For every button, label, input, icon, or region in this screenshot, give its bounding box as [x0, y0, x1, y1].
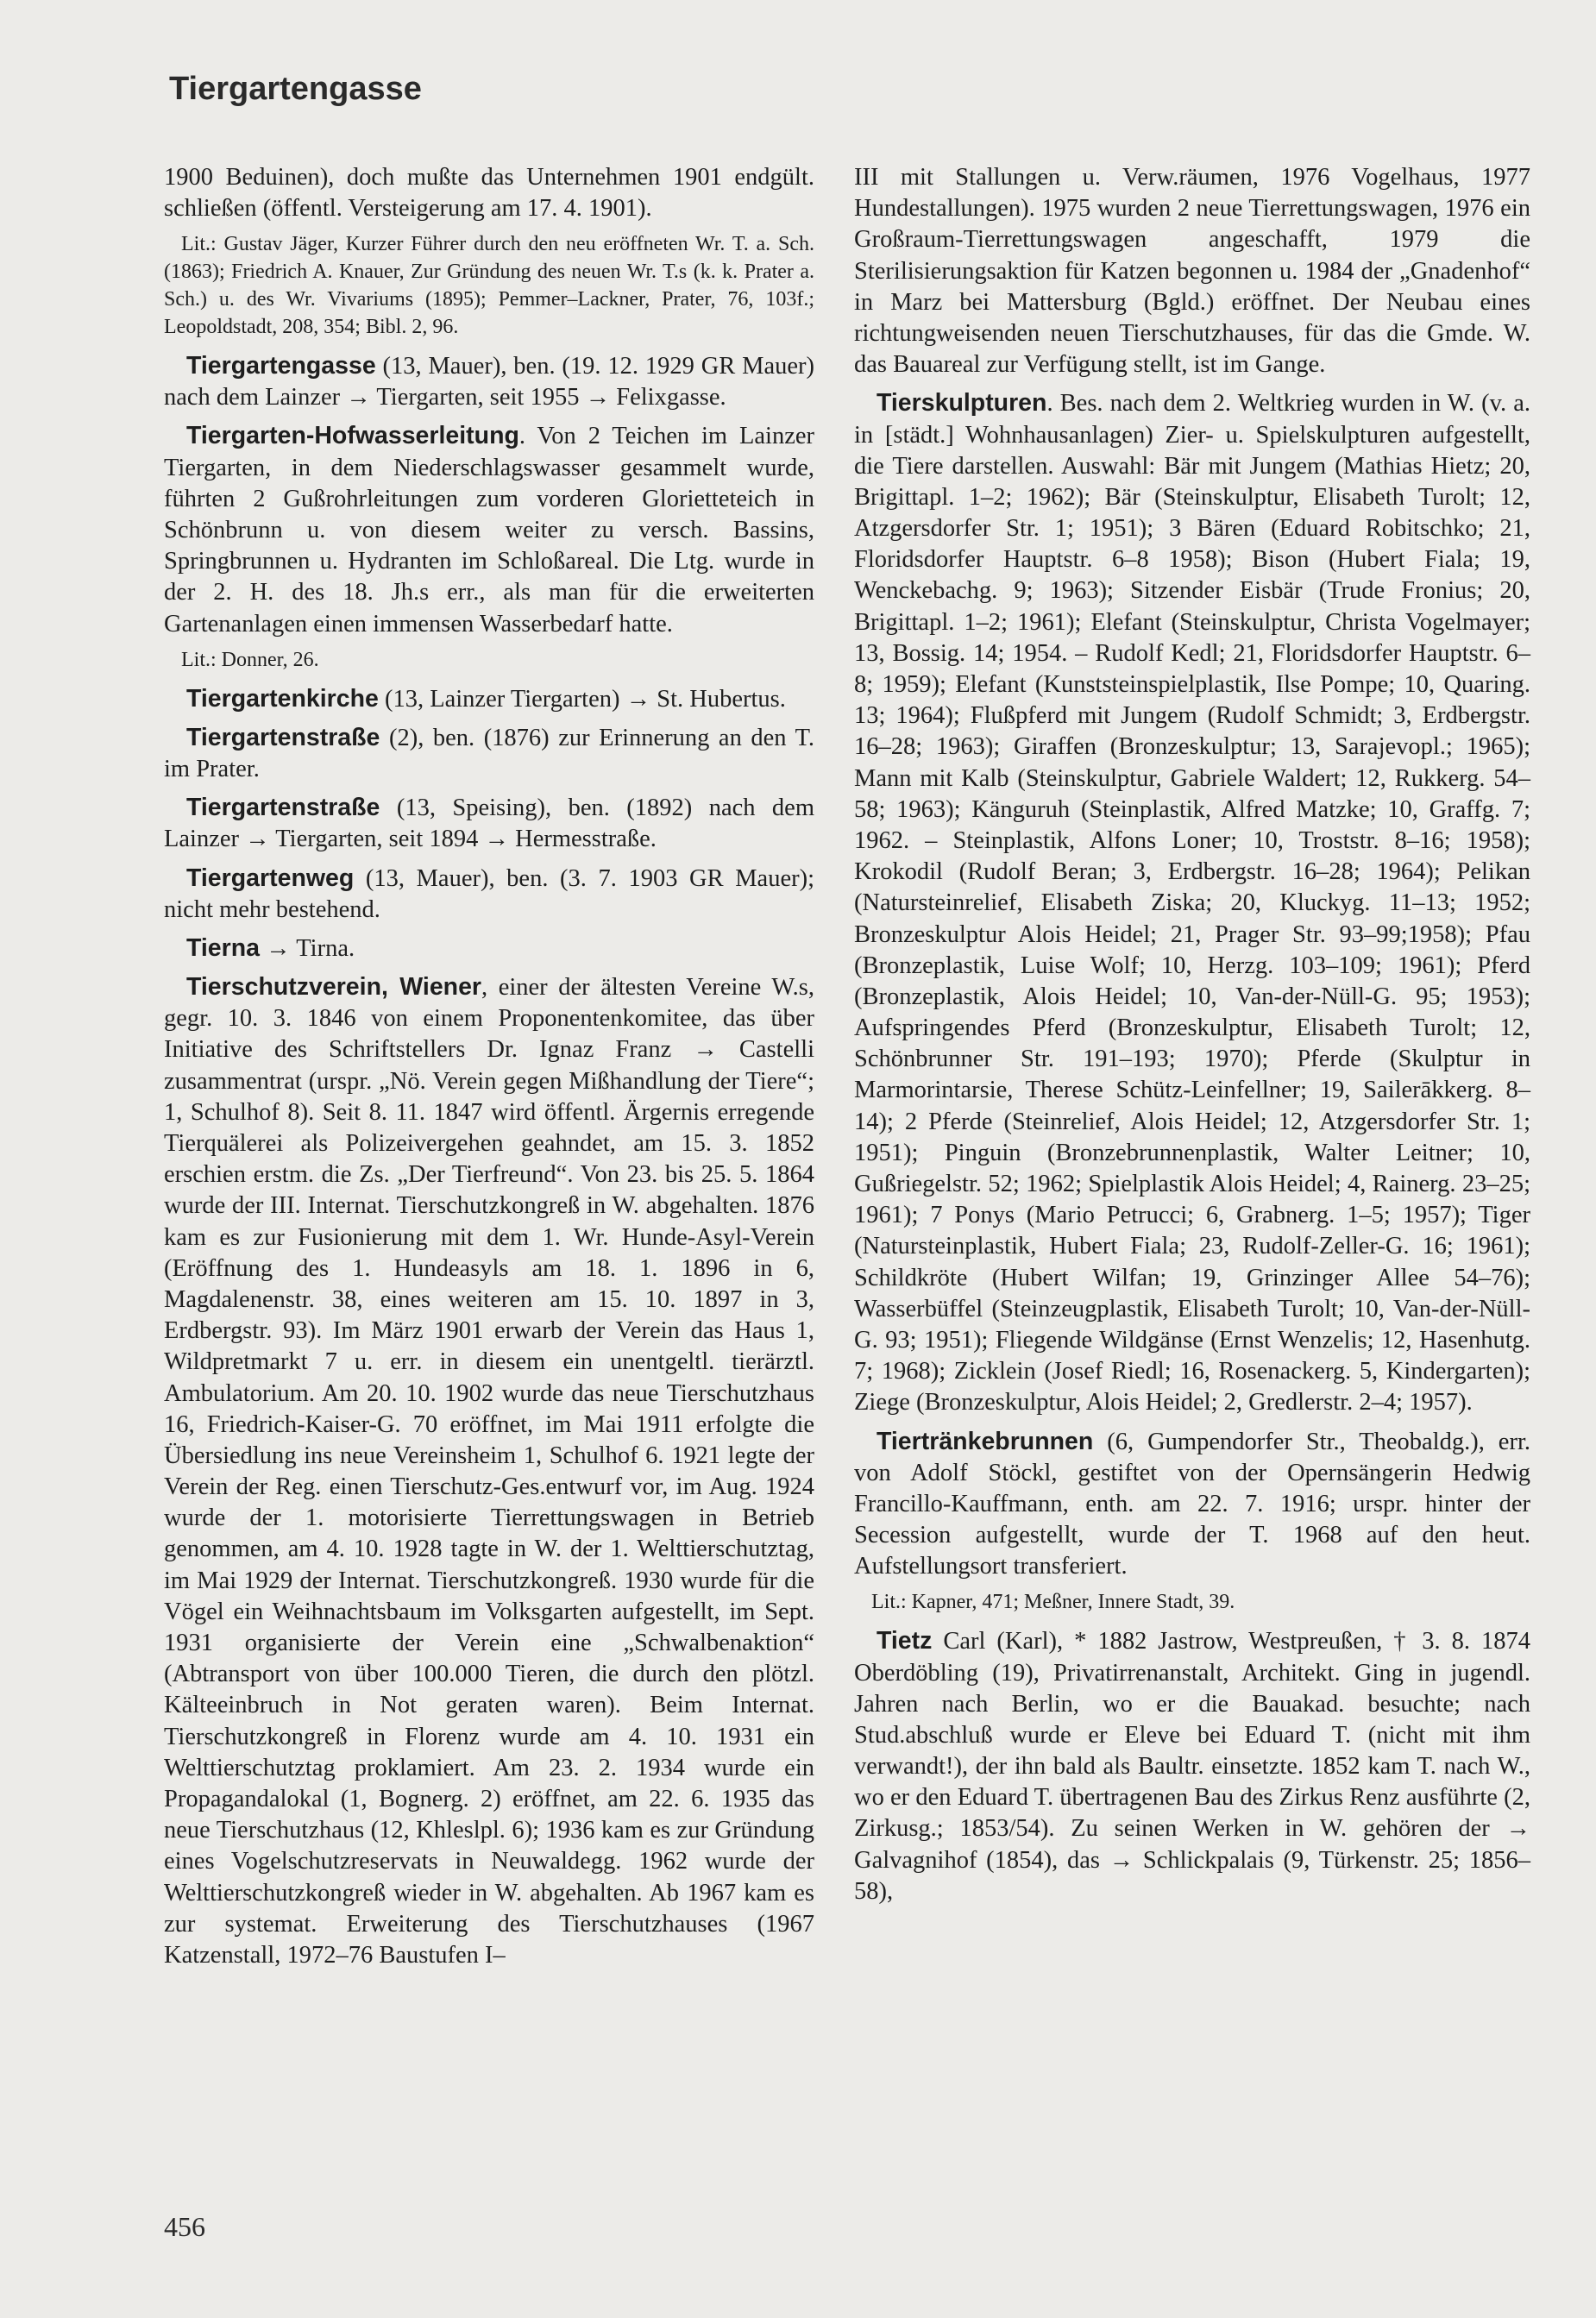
running-head: Tiergartengasse: [169, 71, 422, 107]
entry-tierna: [164, 933, 814, 964]
entry-tiertraenkebrunnen: [854, 1426, 1530, 1583]
headword: Tierschutzverein, Wiener: [186, 973, 482, 1002]
literature-note: Lit.: Kapner, 471; Meßner, Innere Stadt, 39.: [871, 1591, 1235, 1614]
entry-tiergartenkirche: [164, 683, 814, 715]
literature-note: Lit.: Donner, 26.: [181, 648, 319, 671]
headword: Tiergartenstraße: [186, 794, 380, 822]
headword: Tiergartenkirche: [186, 684, 379, 713]
headword: Tiergartenstraße: [186, 723, 380, 751]
entry-text: . Bes. nach dem 2. Weltkrieg wurden in W. (v. a. in [städt.] Wohnhausanlagen) Zier- u. Spielskulpturen aufgestellt, die Tiere darstellen. Auswahl: Bär mit Jungem (Mathias Hietz; 20, Brigittapl. 1–2; 1962); Bär (Steinskulptur, Elisabeth Turolt; 12, Atzgersdorfer Str. 1; 1951); 3 Bären (Eduard Robitschko; 21, Floridsdorfer Hauptstr. 6–8 1958); Bison (Hubert Fiala; 19, Wenckebachg. 9; 1963); Sitzender Eisbär (Trude Fronius; 20, Brigittapl. 1–2; 1961); Elefant (Steinskulptur, Christa Vogelmayer; 13, Bossig. 14; 1954. – Rudolf Kedl; 21, Floridsdorfer Hauptstr. 6–8; 1959); Elefant (Kunststeinspielplastik, Ilse Pompe; 10, Quaring. 13; 1964); Flußpferd mit Jungem (Rudolf Schmidt; 3, Erdbergstr. 16–28; 1963); Giraffen (Bronzeskulptur; 13, Sarajevopl.; 1965); Mann mit Kalb (Steinskulptur, Gabriele Waldert; 12, Rukkerg. 54–58; 1963); Känguruh (Steinplastik, Alfred Matzke; 10, Graffg. 7; 1962. – Steinplastik, Alfons Loner; 10, Troststr. 8–16; 1958); Krokodil (Rudolf Beran; 3, Erdbergstr. 16–28; 1964); Pelikan (Natursteinrelief, Elisabeth Ziska; 20, Kluckyg. 11–13; 1952; Bronzeskulptur Alois Heidel; 21, Prager Str. 93–99;1958); Pfau (Bronzeplastik, Luise Wolf; 10, Herzg. 103–109; 1961); Pferd (Bronzeplastik, Alois Heidel; 10, Van-der-Nüll-G. 95; 1953); Aufspringendes Pferd (Bronzeskulptur, Elisabeth Turolt; 12, Schönbrunner Str. 191–193; 1970); Pferde (Skulptur in Marmorintarsie, Therese Schütz-Leinfellner; 19, Sailerākkerg. 8–14); 2 Pferde (Steinrelief, Alois Heidel; 12, Atzgersdorfer Str. 1; 1951); Pinguin (Bronzebrunnenplastik, Walter Leitner; 10, Gußriegelstr. 52; 1962; Spielplastik Alois Heidel; 4, Rainerg. 23–25; 1961); 7 Ponys (Mario Petrucci; 6, Grabnerg. 1–5; 1957); Tiger (Natursteinplastik, Hubert Fiala; 23, Rudolf-Zeller-G. 16; 1961); Schildkröte (Hubert Wilfan; 19, Grinzinger Allee 54–76); Wasserbüffel (Steinzeugplastik, Elisabeth Turolt; 10, Van-der-Nüll-G. 93; 1951); Fliegende Wildgänse (Ernst Wenzelis; 12, Hasenhutg. 7; 1968); Zicklein (Josef Riedl; 16, Rosenackerg. 5, Kindergarten); Ziege (Bronzeskulptur, Alois Heidel; 2, Gredlerstr. 2–4; 1957).: [854, 390, 1530, 1417]
paragraph-continuation: 1900 Beduinen), doch mußte das Unternehmen 1901 endgült. schließen (öffentl. Versteigerung am 17. 4. 1901).: [164, 164, 814, 223]
entry-tierskulpturen: [854, 387, 1530, 1418]
entry-text: Carl (Karl), * 1882 Jastrow, Westpreußen, † 3. 8. 1874 Oberdöbling (19), Privatirrenanstalt, Architekt. Ging in jugendl. Jahren nach Berlin, wo er die Bauakad. besuchte; nach Stud.abschluß wurde er Eleve bei Eduard T. (nicht mit ihm verwandt!), der ihn bald als Baultr. einsetzte. 1852 kam T. nach W., wo er den Eduard T. übertragenen Bau des Zirkus Renz ausführte (2, Zirkusg.; 1853/54). Zu seinen Werken in W. gehören der → Galvagnihof (1854), das → Schlickpalais (9, Türkenstr. 25; 1856–58),: [854, 1628, 1530, 1905]
entry-text: (13, Lainzer Tiergarten) → St. Hubertus.: [378, 685, 786, 713]
headword: Tiergarten-Hofwasserleitung: [186, 422, 519, 450]
page-number: 456: [164, 2211, 205, 2242]
paragraph-continuation: III mit Stallungen u. Verw.räumen, 1976 Vogelhaus, 1977 Hundestallungen). 1975 wurden 2 neue Tierrettungswagen, 1976 ein Großraum-Tierrettungswagen angeschafft, 1979 die Sterilisierungsaktion für Katzen begonnen u. 1984 der „Gnadenhof“ in Marz bei Mattersburg (Bgld.) eröffnet. Der Neubau eines richtungweisenden neuen Tierschutzhauses, für das die Gmde. W. das Bauareal zur Verfügung stellt, ist im Gange.: [854, 164, 1530, 379]
entry-tiergartenstrasse-13: [164, 792, 814, 855]
entry-text: (6, Gumpendorfer Str., Theobaldg.), err. von Adolf Stöckl, gestiftet von der Opernsängerin Hedwig Francillo-Kauffmann, enth. am 22. 7. 1916; urspr. hinter der Secession aufgestellt, wurde der T. 1968 auf den heut. Aufstellungsort transferiert.: [854, 1428, 1530, 1580]
entry-text: (2), ben. (1876) zur Erinnerung an den T. im Prater.: [164, 724, 814, 782]
entry-tietz: [854, 1625, 1530, 1907]
headword: Tierskulpturen: [877, 389, 1047, 418]
literature-note: Lit.: Gustav Jäger, Kurzer Führer durch den neu eröffneten Wr. T. a. Sch. (1863); Friedrich A. Knauer, Zur Gründung des neuen Wr. T.s (k. k. Prater a. Sch.) u. des Wr. Vivariums (1895); Pemmer–Lackner, Prater, 76, 103f.; Leopoldstadt, 208, 354; Bibl. 2, 96.: [164, 233, 814, 339]
headword: Tiergartenweg: [186, 864, 355, 892]
entry-text: → Tirna.: [260, 934, 355, 962]
entry-text: (13, Mauer), ben. (3. 7. 1903 GR Mauer); nicht mehr bestehend.: [164, 864, 814, 923]
entry-text: (13, Speising), ben. (1892) nach dem Lainzer → Tiergarten, seit 1894 → Hermesstraße.: [164, 795, 814, 853]
headword: Tiergartengasse: [186, 352, 376, 380]
entry-text: (13, Mauer), ben. (19. 12. 1929 GR Mauer) nach dem Lainzer → Tiergarten, seit 1955 → Felixgasse.: [164, 353, 814, 411]
headword: Tietz: [877, 1627, 933, 1655]
entry-text: , einer der ältesten Vereine W.s, gegr. 10. 3. 1846 von einem Proponentenkomitee, das über Initiative des Schriftstellers Dr. Ignaz Franz → Castelli zusammentrat (urspr. „Nö. Verein gegen Mißhandlung der Tiere“; 1, Schulhof 8). Seit 8. 11. 1847 wird öffentl. Ärgernis erregende Tierquälerei als Polizeivergehen geahndet, am 15. 3. 1852 erschien erstm. die Zs. „Der Tierfreund“. Von 23. bis 25. 5. 1864 wurde der III. Internat. Tierschutzkongreß in W. abgehalten. 1876 kam es zur Fusionierung mit dem 1. Wr. Hunde-Asyl-Verein (Eröffnung des 1. Hundeasyls am 18. 1. 1896 in 6, Magdalenenstr. 38, eines weiteren am 15. 10. 1897 in 3, Erdbergstr. 93). Im März 1901 erwarb der Verein das Haus 1, Wildpretmarkt 7 u. err. in diesem ein unentgeltl. tierärztl. Ambulatorium. Am 20. 10. 1902 wurde das neue Tierschutzhaus 16, Friedrich-Kaiser-G. 70 eröffnet, im Mai 1911 erfolgte die Übersiedlung ins neue Vereinsheim 1, Schulhof 6. 1921 legte der Verein der Reg. einen Tierschutz-Ges.entwurf vor, im Aug. 1924 wurde der 1. motorisierte Tierrettungswagen in Betrieb genommen, am 4. 10. 1928 tagte in W. der 1. Welttierschutztag, im Mai 1929 der Internat. Tierschutzkongreß. 1930 wurde für die Vögel ein Weihnachtsbaum im Volksgarten aufgestellt, im Sept. 1931 organisierte der Verein eine „Schwalbenaktion“ (Abtransport von über 100.000 Tieren, die durch den plötzl. Kälteeinbruch in Not geraten waren). Beim Internat. Tierschutzkongreß in Florenz wurde am 4. 10. 1931 ein Welttierschutztag proklamiert. Am 23. 2. 1934 wurde ein Propagandalokal (1, Bognerg. 2) eröffnet, am 22. 6. 1935 das neue Tierschutzhaus (12, Khleslpl. 6); 1936 kam es zur Gründung eines Vogelschutzreservats in Neuwaldegg. 1962 wurde der Welttierschutzkongreß wieder in W. abgehalten. Ab 1967 kam es zur systemat. Erweiterung des Tierschutzhauses (1967 Katzenstall, 1972–76 Baustufen I–: [164, 974, 814, 1969]
left-column: [164, 162, 814, 1978]
entry-tiergartengasse: [164, 350, 814, 413]
entry-tiergartenstrasse-2: [164, 722, 814, 785]
headword: Tiertränkebrunnen: [877, 1427, 1094, 1455]
entry-text: . Von 2 Teichen im Lainzer Tiergarten, in dem Niederschlagswasser gesammelt wurde, führten 2 Gußrohrleitungen zum vorderen Glorietteteich in Schönbrunn u. von diesem weiter zu versch. Bassins, Springbrunnen u. Hydranten im Schloßareal. Die Ltg. wurde in der 2. H. des 18. Jh.s err., als man für die erweiterten Gartenanlagen einen immensen Wasserbedarf hatte.: [164, 423, 814, 638]
right-column: [854, 162, 1530, 1914]
headword: Tierna: [186, 933, 261, 962]
entry-tierschutzverein: [164, 971, 814, 1971]
entry-tiergartenweg: [164, 863, 814, 926]
entry-tiergarten-hofwasserleitung: [164, 420, 814, 639]
